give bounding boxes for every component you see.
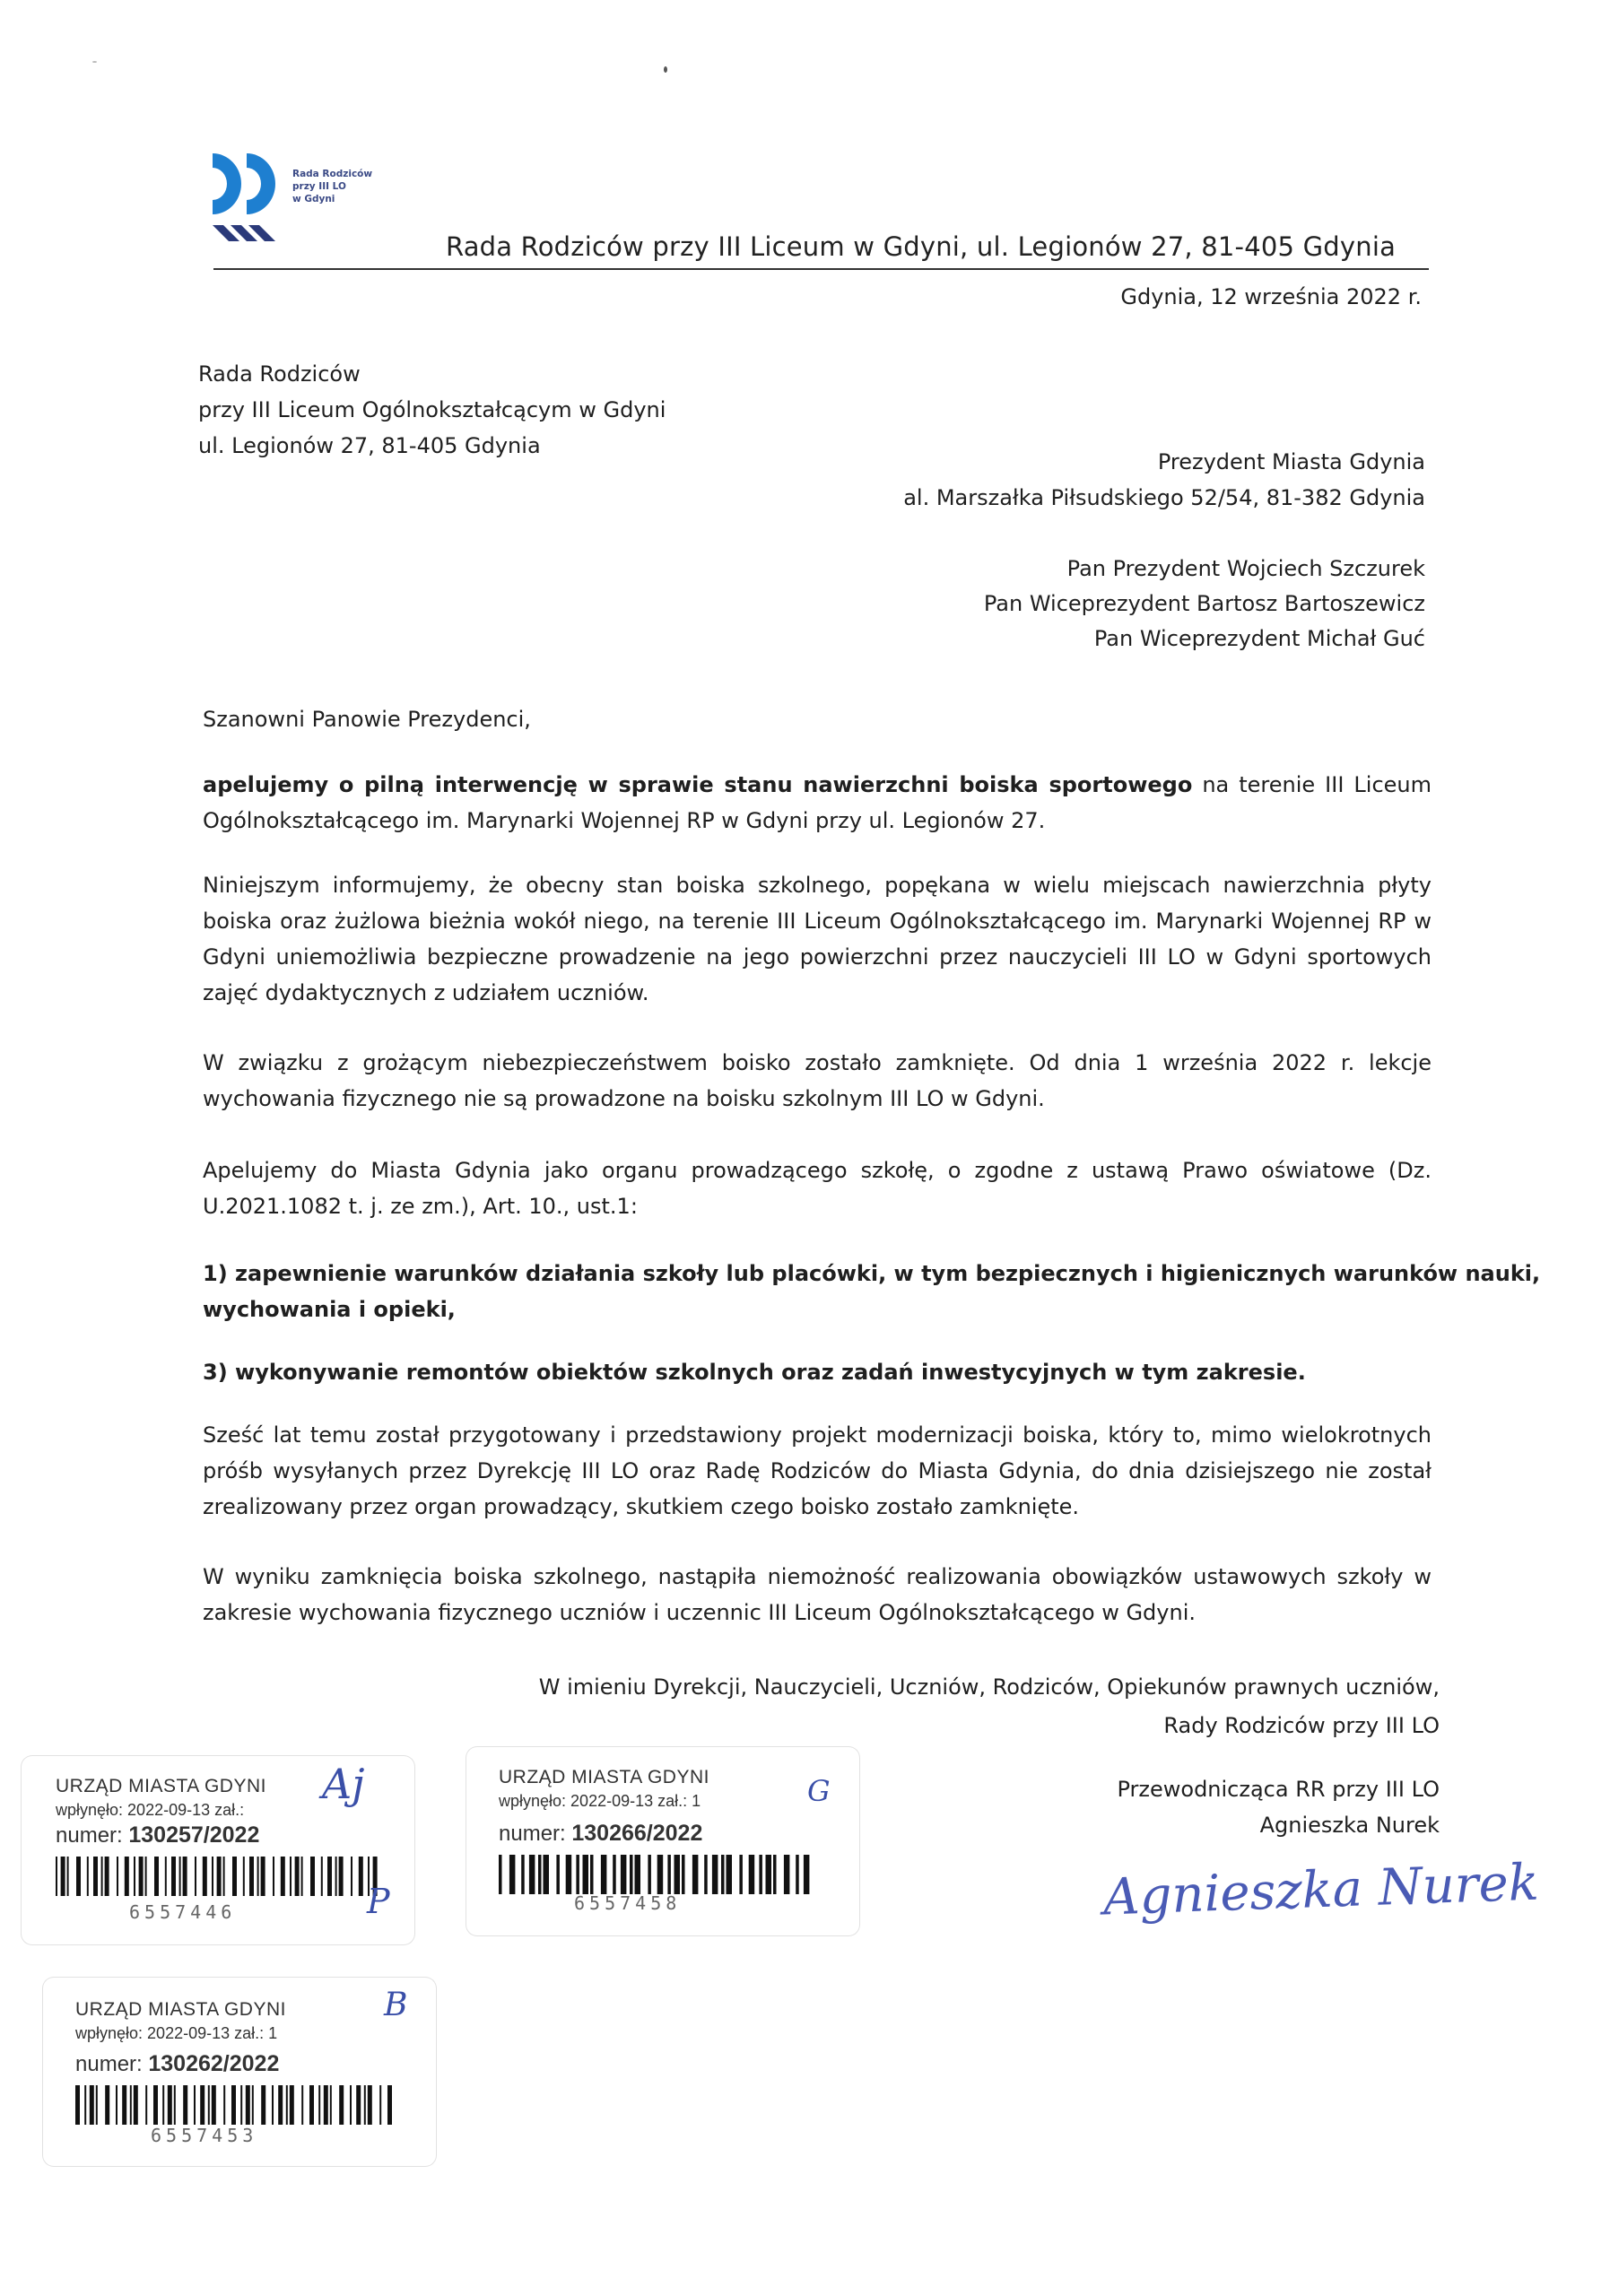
paragraph-line: boiska oraz żużlowa bieżnia wokół niego, na terenie III Liceum Ogólnokształcącego im. Marynarki Wojennej RP w <box>203 909 1432 934</box>
paragraph-line: próśb wysyłanych przez Dyrekcję III LO oraz Radę Rodziców do Miasta Gdynia, do dnia dzisiejszego nie został <box>203 1458 1432 1483</box>
paragraph-status <box>203 867 1432 1011</box>
barcode <box>499 1855 813 1894</box>
handwritten-signature: Agnieszka Nurek <box>1102 1853 1540 1927</box>
paragraph-line: W wyniku zamknięcia boiska szkolnego, nastąpiła niemożność realizowania obowiązków ustawowych szkoły w <box>203 1564 1432 1589</box>
recipient-line: Prezydent Miasta Gdynia <box>1157 449 1425 474</box>
stamp-number: 130262/2022 <box>148 2051 280 2076</box>
stamp-org: URZĄD MIASTA GDYNI <box>56 1776 266 1796</box>
stamp-number-label: numer: <box>75 2052 149 2076</box>
closing-line: W imieniu Dyrekcji, Nauczycieli, Uczniów, Rodziców, Opiekunów prawnych uczniów, <box>538 1674 1440 1700</box>
stamp-org: URZĄD MIASTA GDYNI <box>499 1767 709 1787</box>
stamp-code: 6557453 <box>151 2125 258 2146</box>
stamp-received: wpłynęło: 2022-09-13 zał.: <box>56 1801 245 1819</box>
closing-line: Rady Rodziców przy III LO <box>1163 1713 1440 1738</box>
stamp-code: 6557446 <box>129 1901 237 1923</box>
logo-text <box>292 168 372 205</box>
sender-line: przy III Liceum Ogólnokształcącym w Gdyni <box>198 397 666 422</box>
scan-speck <box>664 66 667 73</box>
addressee-line: Pan Wiceprezydent Michał Guć <box>1093 626 1425 651</box>
appeal-text: na terenie III Liceum <box>1192 772 1432 797</box>
stamp-received: wpłynęło: 2022-09-13 zał.: 1 <box>499 1792 701 1810</box>
paragraph-line: Niniejszym informujemy, że obecny stan boiska szkolnego, popękana w wielu miejscach nawierzchnia płyty <box>203 873 1432 898</box>
signatory-block <box>1117 1771 1440 1843</box>
logo-text-line: w Gdyni <box>292 194 335 204</box>
paragraph-point-1 <box>203 1256 1541 1327</box>
paragraph-line: Ogólnokształcącego im. Marynarki Wojennej RP w Gdyni przy ul. Legionów 27. <box>203 808 1046 833</box>
letterhead-address: Rada Rodziców przy III Liceum w Gdyni, ul. Legionów 27, 81-405 Gdynia <box>446 231 1397 262</box>
paragraph-line: Gdyni uniemożliwia bezpieczne prowadzenie na jego powierzchni przez nauczycieli III LO w Gdyni sportowych <box>203 944 1432 970</box>
recipient-block <box>903 444 1425 516</box>
stamp-number-line <box>75 2051 279 2077</box>
stamp-number-label: numer: <box>56 1823 129 1848</box>
paragraph-line: W związku z grożącym niebezpieczeństwem boisko zostało zamknięte. Od dnia 1 września 2022 r. lekcje <box>203 1050 1432 1075</box>
paragraph-line: U.2021.1082 t. j. ze zm.), Art. 10., ust.1: <box>203 1194 638 1219</box>
sender-block <box>198 356 666 464</box>
paragraph-line: zakresie wychowania fizycznego uczniów i uczennic III Liceum Ogólnokształcącego w Gdyni. <box>203 1600 1196 1625</box>
addressees-block <box>984 552 1425 657</box>
stamp-received: wpłynęło: 2022-09-13 zał.: 1 <box>75 2024 278 2042</box>
paragraph-line: zrealizowany przez organ prowadzący, skutkiem czego boisko zostało zamknięte. <box>203 1494 1080 1519</box>
barcode <box>75 2085 398 2125</box>
paragraph-line: Sześć lat temu został przygotowany i przedstawiony projekt modernizacji boiska, który to, mimo wielokrotnych <box>203 1422 1432 1448</box>
handwritten-mark: P <box>367 1882 390 1921</box>
stamp-number-line <box>499 1821 702 1847</box>
registry-stamp <box>43 1978 436 2166</box>
stamp-number-line <box>56 1822 259 1848</box>
paragraph-line: Apelujemy do Miasta Gdynia jako organu prowadzącego szkołę, o zgodne z ustawą Prawo oświatowe (Dz. <box>203 1158 1432 1183</box>
addressee-line: Pan Prezydent Wojciech Szczurek <box>1066 556 1425 581</box>
registry-stamp <box>22 1756 414 1944</box>
stamp-number: 130266/2022 <box>571 1821 703 1846</box>
handwritten-initials: G <box>807 1774 831 1808</box>
handwritten-initials: B <box>384 1987 408 2023</box>
paragraph-consequence <box>203 1559 1432 1631</box>
logo-text-line: Rada Rodziców <box>292 169 373 179</box>
paragraph-history <box>203 1417 1432 1525</box>
paragraph-legal-basis <box>203 1152 1432 1224</box>
closing-block <box>539 1668 1440 1745</box>
registry-stamp <box>466 1747 859 1935</box>
stamp-number: 130257/2022 <box>128 1822 260 1848</box>
letterhead-divider <box>213 268 1429 270</box>
paragraph-appeal <box>203 767 1432 839</box>
addressee-line: Pan Wiceprezydent Bartosz Bartoszewicz <box>983 591 1425 616</box>
signatory-title: Przewodnicząca RR przy III LO <box>1117 1777 1440 1802</box>
paragraph-line: wychowania i opieki, <box>203 1297 456 1322</box>
handwritten-initials: Aj <box>322 1760 365 1808</box>
signatory-name: Agnieszka Nurek <box>1259 1813 1440 1838</box>
appeal-bold-text: apelujemy o pilną interwencję w sprawie stanu nawierzchni boiska sportowego <box>203 772 1193 797</box>
logo-text-line: przy III LO <box>292 181 346 192</box>
salutation: Szanowni Panowie Prezydenci, <box>203 707 531 732</box>
stamp-number-label: numer: <box>499 1822 572 1846</box>
recipient-line: al. Marszałka Piłsudskiego 52/54, 81-382 Gdynia <box>903 485 1425 510</box>
paragraph-line: wychowania fizycznego nie są prowadzone na boisku szkolnym III LO w Gdyni. <box>203 1086 1045 1111</box>
paragraph-closure <box>203 1045 1432 1117</box>
date-line: Gdynia, 12 września 2022 r. <box>1120 284 1422 309</box>
paragraph-point-3 <box>203 1354 1432 1390</box>
barcode <box>56 1857 379 1896</box>
paragraph-line: 1) zapewnienie warunków działania szkoły lub placówki, w tym bezpiecznych i higienicznych warunków nauki, <box>203 1261 1541 1286</box>
paragraph-line: zajęć dydaktycznych z udziałem uczniów. <box>203 980 649 1005</box>
sender-line: ul. Legionów 27, 81-405 Gdynia <box>198 433 541 458</box>
stamp-code: 6557458 <box>574 1892 682 1914</box>
stamp-org: URZĄD MIASTA GDYNI <box>75 1999 286 2020</box>
paragraph-line: 3) wykonywanie remontów obiektów szkolnych oraz zadań inwestycyjnych w tym zakresie. <box>203 1360 1306 1385</box>
scan-speck <box>92 61 97 63</box>
sender-line: Rada Rodziców <box>198 361 361 387</box>
